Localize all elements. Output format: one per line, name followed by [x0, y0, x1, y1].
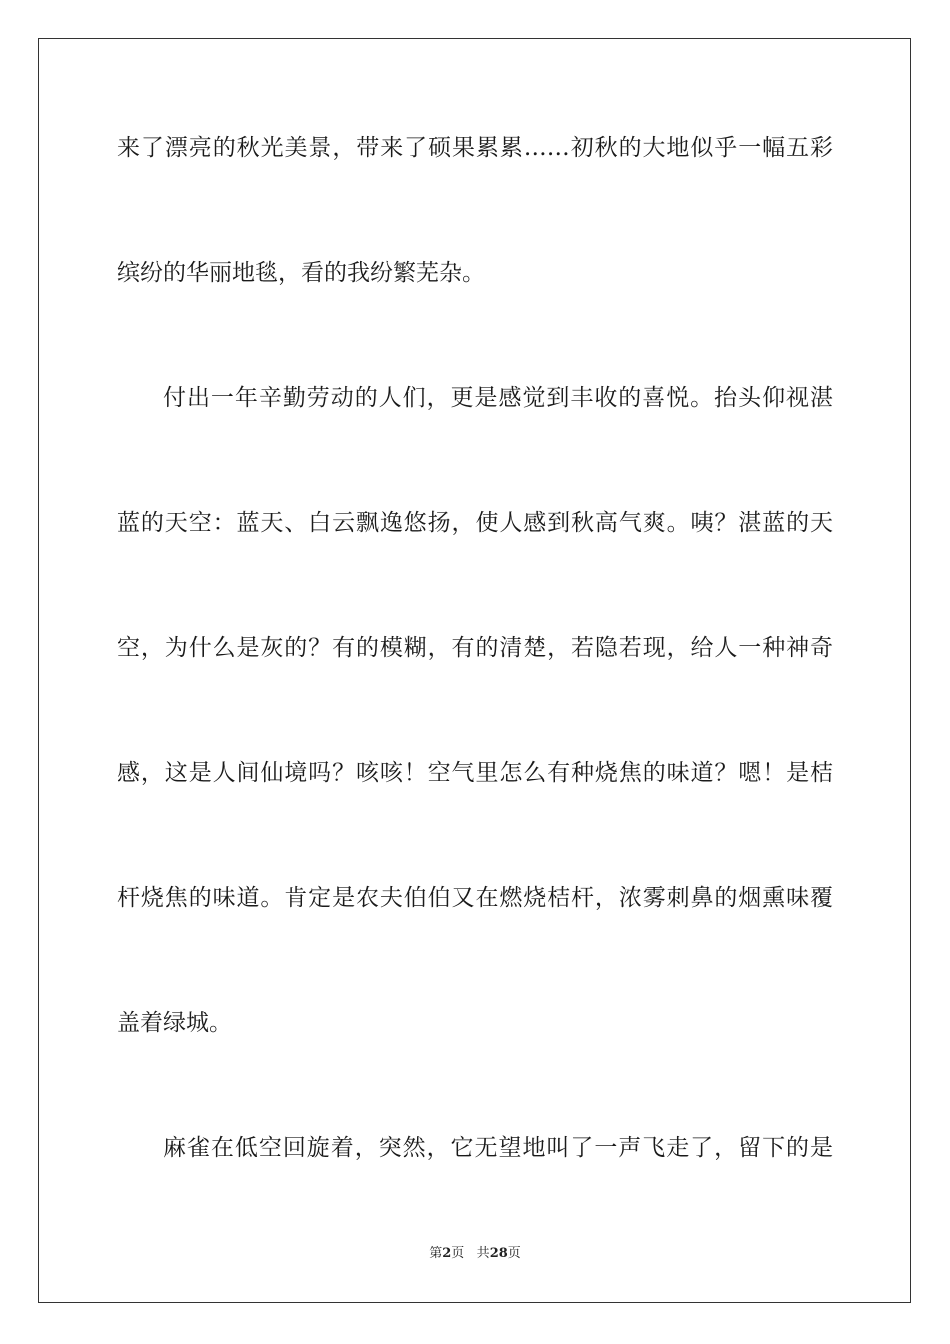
total-pages-number: 28	[489, 1246, 508, 1261]
text-line-2: 缤纷的华丽地毯，看的我纷繁芜杂。	[117, 260, 485, 286]
text-line-1: 来了漂亮的秋光美景，带来了硕果累累……初秋的大地似乎一幅五彩	[117, 135, 833, 161]
text-line-9: 麻雀在低空回旋着，突然，它无望地叫了一声飞走了，留下的是	[163, 1135, 833, 1161]
current-page-number: 2	[442, 1246, 452, 1261]
text-line-5: 空，为什么是灰的？有的模糊，有的清楚，若隐若现，给人一种神奇	[117, 635, 833, 661]
page-suffix: 页	[451, 1246, 465, 1261]
total-suffix: 页	[507, 1246, 521, 1261]
text-line-7: 杆烧焦的味道。肯定是农夫伯伯又在燃烧桔杆，浓雾刺鼻的烟熏味覆	[117, 885, 833, 911]
text-line-8: 盖着绿城。	[117, 1010, 232, 1036]
text-line-6: 感，这是人间仙境吗？咳咳！空气里怎么有种烧焦的味道？嗯！是桔	[117, 760, 833, 786]
page-footer	[0, 1245, 950, 1263]
page-prefix: 第	[429, 1246, 443, 1261]
text-line-4: 蓝的天空：蓝天、白云飘逸悠扬，使人感到秋高气爽。咦？湛蓝的天	[117, 510, 833, 536]
page-border	[38, 38, 911, 1303]
total-prefix: 共	[476, 1246, 490, 1261]
text-line-3: 付出一年辛勤劳动的人们，更是感觉到丰收的喜悦。抬头仰视湛	[163, 385, 833, 411]
